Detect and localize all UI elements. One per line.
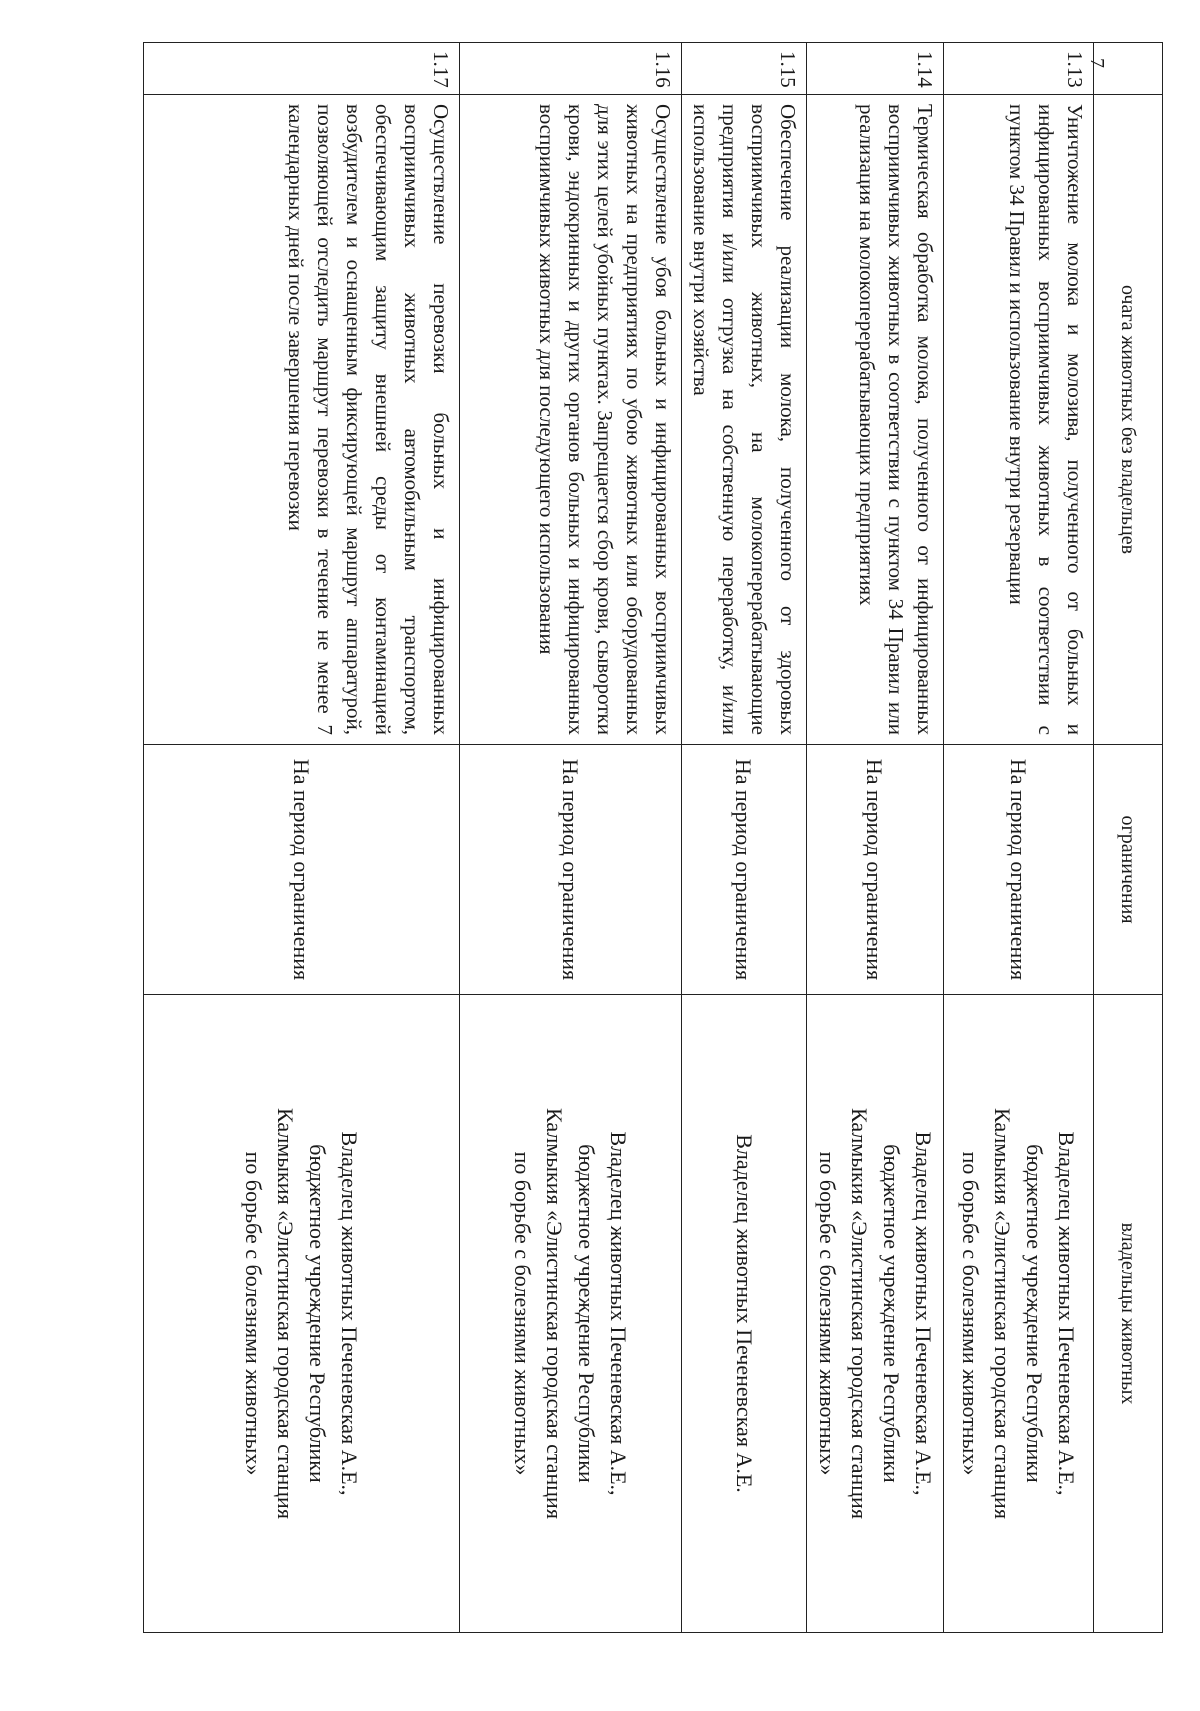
- header-cell-action: очага животных без владельцев: [1094, 95, 1163, 745]
- row-number: 1.13: [944, 43, 1094, 95]
- header-cell-responsible: владельцы животных: [1094, 995, 1163, 1633]
- row-action: Термическая обработка молока, полученного от инфицированных восприимчивых животных в соответствии с пунктом 34 Правил или реализация на молокоперерабатывающих предприятиях: [807, 95, 944, 745]
- responsible-text: Владелец животных Печеневская А.Е., бюджетное учреждение Республики Калмыкия «Элистинская городская станция по борьбе с болезнями животных»: [241, 1108, 363, 1519]
- row-term: На период ограничения: [807, 745, 944, 995]
- row-term: На период ограничения: [460, 745, 682, 995]
- row-number: 1.16: [460, 43, 682, 95]
- row-term: На период ограничения: [944, 745, 1094, 995]
- row-number: 1.14: [807, 43, 944, 95]
- row-responsible: [682, 995, 807, 1633]
- row-responsible: [460, 995, 682, 1633]
- responsible-text: Владелец животных Печеневская А.Е.: [732, 1134, 757, 1493]
- responsible-text: Владелец животных Печеневская А.Е., бюджетное учреждение Республики Калмыкия «Элистинская городская станция по борьбе с болезнями животных»: [815, 1108, 936, 1519]
- measures-table: [143, 42, 1163, 1633]
- table-header-row: [1094, 43, 1163, 1633]
- row-term: На период ограничения: [682, 745, 807, 995]
- page-number: 7: [1086, 58, 1108, 68]
- table-row: [144, 43, 460, 1633]
- row-action: Уничтожение молока и молозива, полученного от больных и инфицированных восприимчивых животных в соответствии с пунктом 34 Правил и использование внутри резервации: [944, 95, 1094, 745]
- row-action: Осуществление перевозки больных и инфицированных восприимчивых животных автомобильным транспортом, обеспечивающим защиту внешней среды от контаминацией возбудителем и оснащенным фиксирующей маршрут аппаратурой, позволяющей отследить маршрут перевозки в течение не менее 7 календарных дней после завершения перевозки: [144, 95, 460, 745]
- row-number: 1.15: [682, 43, 807, 95]
- row-responsible: [144, 995, 460, 1633]
- rotated-page-content: [143, 42, 1163, 1632]
- table-row: [682, 43, 807, 1633]
- row-term: На период ограничения: [144, 745, 460, 995]
- row-responsible: [807, 995, 944, 1633]
- table-row: [460, 43, 682, 1633]
- row-action: Осуществление убоя больных и инфицированных восприимчивых животных на предприятиях по убою животных или оборудованных для этих целей убойных пунктах. Запрещается сбор крови, сыворотки крови, эндокринных и других органов больных и инфицированных восприимчивых животных для последующего использования: [460, 95, 682, 745]
- responsible-text: Владелец животных Печеневская А.Е., бюджетное учреждение Республики Калмыкия «Элистинская городская станция по борьбе с болезнями животных»: [510, 1108, 632, 1519]
- header-cell-number: [1094, 43, 1163, 95]
- table-row: [944, 43, 1094, 1633]
- row-number: 1.17: [144, 43, 460, 95]
- table-row: [807, 43, 944, 1633]
- row-action: Обеспечение реализации молока, полученного от здоровых восприимчивых животных, на молокоперерабатывающие предприятия и/или отгрузка на собственную переработку, и/или использование внутри хозяйства: [682, 95, 807, 745]
- responsible-text: Владелец животных Печеневская А.Е., бюджетное учреждение Республики Калмыкия «Элистинская городская станция по борьбе с болезнями животных»: [958, 1108, 1080, 1519]
- row-responsible: [944, 995, 1094, 1633]
- header-cell-term: ограничения: [1094, 745, 1163, 995]
